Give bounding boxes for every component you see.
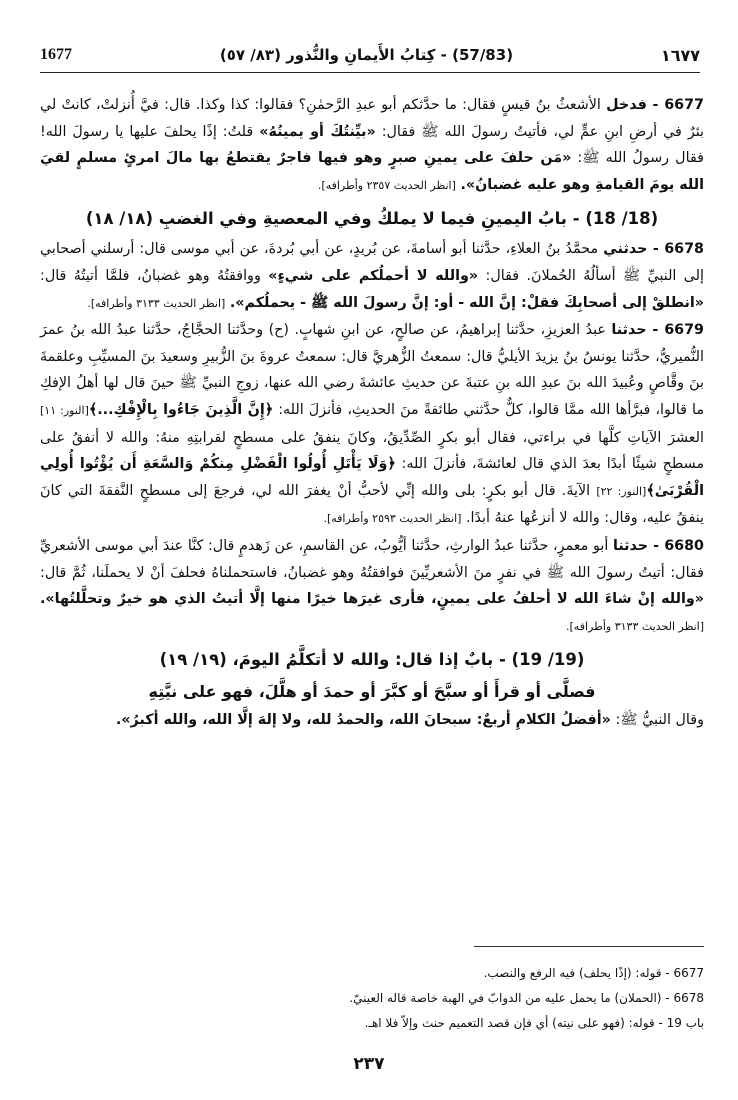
page-header (40, 38, 700, 73)
prophet-quote: «والله لا أحملُكم على شيءٍ» (268, 267, 479, 284)
footnote: باب 19 - قوله: (فهو على نيته) أي فإن قصد التعميم حنث وإلاّ فلا اهـ. (364, 1016, 704, 1030)
verse-reference: [النور: ٢٢] (596, 484, 647, 498)
chapter-19-text (40, 707, 704, 734)
hadith-number: 6679 - حدثنا (611, 322, 705, 339)
hadith-number: 6677 - فدخل (606, 97, 704, 113)
cross-reference: [انظر الحديث ٣١٣٣ وأطرافه]. (87, 296, 226, 310)
page-number-latin: 1677 (40, 46, 72, 63)
hadith-text: ووافقتُهُ وهو غضبانُ، فلمَّا أتيتُهُ قال: (40, 267, 269, 284)
chapter-text: وقال النبيُّ ﷺ: (610, 712, 704, 729)
prophet-quote: «والله إنْ شاءَ الله لا أحلفُ على يمينٍ، فأرى غيرَها خيرًا منها إلَّا أتيتُ الذي هو خيرٌ وتحلَّلتُها». (40, 591, 704, 608)
verse-reference: [النور: ١١] (40, 403, 89, 417)
hadith-6679 (40, 317, 704, 533)
main-text (40, 92, 704, 734)
hadith-text: أبو معمرٍ، حدَّثنا عبدُ الوارثِ، حدَّثنا أيُّوبُ، عن القاسمِ، عن زَهدمٍ قال: كنَّا عندَ أبي موسى الأشعريِّ فقال: أتيتُ رسولَ الله ﷺ في نفرٍ منَ الأشعريِّينَ فوافقتُهُ وهو غضبانُ، فاستحملناهُ فحلفَ أنْ لا يحملَنا، ثُمَّ قال: (40, 537, 704, 581)
hadith-6677 (40, 92, 704, 199)
hadith-text: عبدُ العزيزِ، حدَّثنا إبراهيمُ، عن صالحٍ، عن ابنِ شهابٍ. (ح) وحدَّثنا الحجَّاجُ، حدَّثنا عبدُ الله بنُ عمرَ النُّميريُّ، حدَّثنا يونسُ بنُ يزيدَ الأيليُّ قال: سمعتُ الزُّهريَّ قال: سمعتُ عروةَ بنَ الزُّبيرِ وسعيدَ بنَ المسيِّبِ وعلقمةَ بنَ وقَّاصٍ وعُبيدَ الله بنَ عبدِ الله بنِ عتبةَ عن حديثِ عائشةَ رضي الله عنها، زوجِ النبيِّ ﷺ حينَ قال لها أهلُ الإفكِ ما قالوا، فبرَّأها الله ممَّا قالوا، كلٌّ حدَّثني طائفةً منَ الحديثِ، فأنزلَ الله: (40, 322, 705, 418)
hadith-text: الأشعثُ بنُ قيسٍ فقال: ما حدَّثكم أبو عبدِ الرَّحمٰنِ؟ فقالوا: كذا وكذا. قال: فيَّ أُنزلتْ، كانتْ لي بئرٌ في أرضِ ابنِ عمٍّ لي، فأتيتُ رسولَ الله ﷺ فقال: (40, 97, 705, 140)
cross-reference: [انظر الحديث ٣١٣٣ وأطرافه]. (566, 619, 704, 633)
footnotes (40, 946, 704, 1036)
hadith-6678 (40, 236, 704, 317)
page-footer-number: ٢٣٧ (353, 1054, 385, 1074)
hadith-number: 6680 - حدثنا (612, 537, 704, 554)
quran-verse: ﴿إِنَّ الَّذِينَ جَاءُوا بِالْإِفْكِ...﴾ (88, 401, 274, 418)
prophet-quote: «انطلقْ إلى أصحابِكَ فقلْ: إنَّ الله - أو: إنَّ رسولَ الله ﷺ - يحملُكم». (229, 294, 704, 311)
footnote: 6678 - (الحملان) ما يحمل عليه من الدوابّ في الهبة خاصة قاله العينيّ. (349, 991, 704, 1005)
prophet-quote: «بيِّنتُكَ أو يمينُهُ» (259, 123, 376, 140)
hadith-text: الآيةَ. قال أبو بكرٍ: بلى والله إنِّي لأحبُّ أنْ يغفرَ الله لي، فرجعَ إلى مسطحٍ النَّفقةَ التي كانَ ينفقُ عليه، وقال: والله لا أنزعُها عنهُ أبدًا. (40, 482, 704, 527)
prophet-quote: «مَن حلفَ على يمينِ صبرٍ وهو فيها فاجرٌ يقتطعُ بها مالَ امرئٍ مسلمٍ لقيَ الله يومَ القيامةِ وهو عليه غضبانُ». (40, 150, 704, 193)
cross-reference: [انظر الحديث ٢٣٥٧ وأطرافه]. (317, 178, 456, 192)
hadith-6680 (40, 533, 704, 640)
page-number-arabic: ١٦٧٧ (660, 45, 700, 65)
chapter-heading-19: (19/ 19) - بابٌ إذا قال: والله لا أتكلَّمُ اليومَ، (١٩/ ١٩) (159, 650, 585, 670)
prophet-quote: «أفضلُ الكلامِ أربعٌ: سبحانَ الله، والحمدُ لله، ولا إلهَ إلَّا الله، والله أكبرُ». (115, 712, 611, 729)
hadith-text: قلتُ: إذًا يحلفَ عليها يا رسولَ الله! فقال رسولُ الله ﷺ: (40, 123, 704, 167)
hadith-number: 6678 - حدثني (603, 241, 704, 258)
footnote-divider (474, 946, 704, 947)
hadith-text: العشرَ الآياتِ كلَّها في براءتي، فقال أبو بكرٍ الصِّدِّيقُ، وكانَ ينفقُ على مسطحٍ لقرابتِهِ منهُ: والله لا أنفقُ على مسطحٍ شيئًا أبدًا بعدَ الذي قال لعائشةَ، فأنزلَ الله: (40, 429, 704, 473)
hadith-text: محمَّدُ بنُ العلاءِ، حدَّثنا أبو أسامةَ، عن بُريدٍ، عن أبي بُردةَ، عن أبي موسى قال: أرسلني أصحابي إلى النبيِّ ﷺ أسألُهُ الحُملانَ. فقال: (40, 241, 704, 284)
chapter-heading-18: (18/ 18) - بابُ اليمينِ فيما لا يملكُ وفي المعصيةِ وفي الغضبِ (١٨/ ١٨) (85, 209, 659, 229)
footnote: 6677 - قوله: (إذًا يحلف) فيه الرفع والنصب. (483, 966, 704, 980)
book-title: (57/83) - كِتابُ الأَيمانِ والنُّذور (٨٣/ ٥٧) (219, 46, 514, 64)
cross-reference: [انظر الحديث ٢٥٩٣ وأطرافه]. (323, 512, 462, 526)
chapter-subheading-19: فصلَّى أو قرأَ أو سبَّحَ أو كبَّرَ أو حمدَ أو هلَّلَ، فهو على نيَّتِهِ (148, 682, 596, 702)
quran-verse: ﴿وَلَا يَأْتَلِ أُولُوا الْفَضْلِ مِنكُمْ وَالسَّعَةِ أَن يُؤْتُوا أُولِي الْقُرْبَىٰ﴾ (40, 456, 704, 499)
